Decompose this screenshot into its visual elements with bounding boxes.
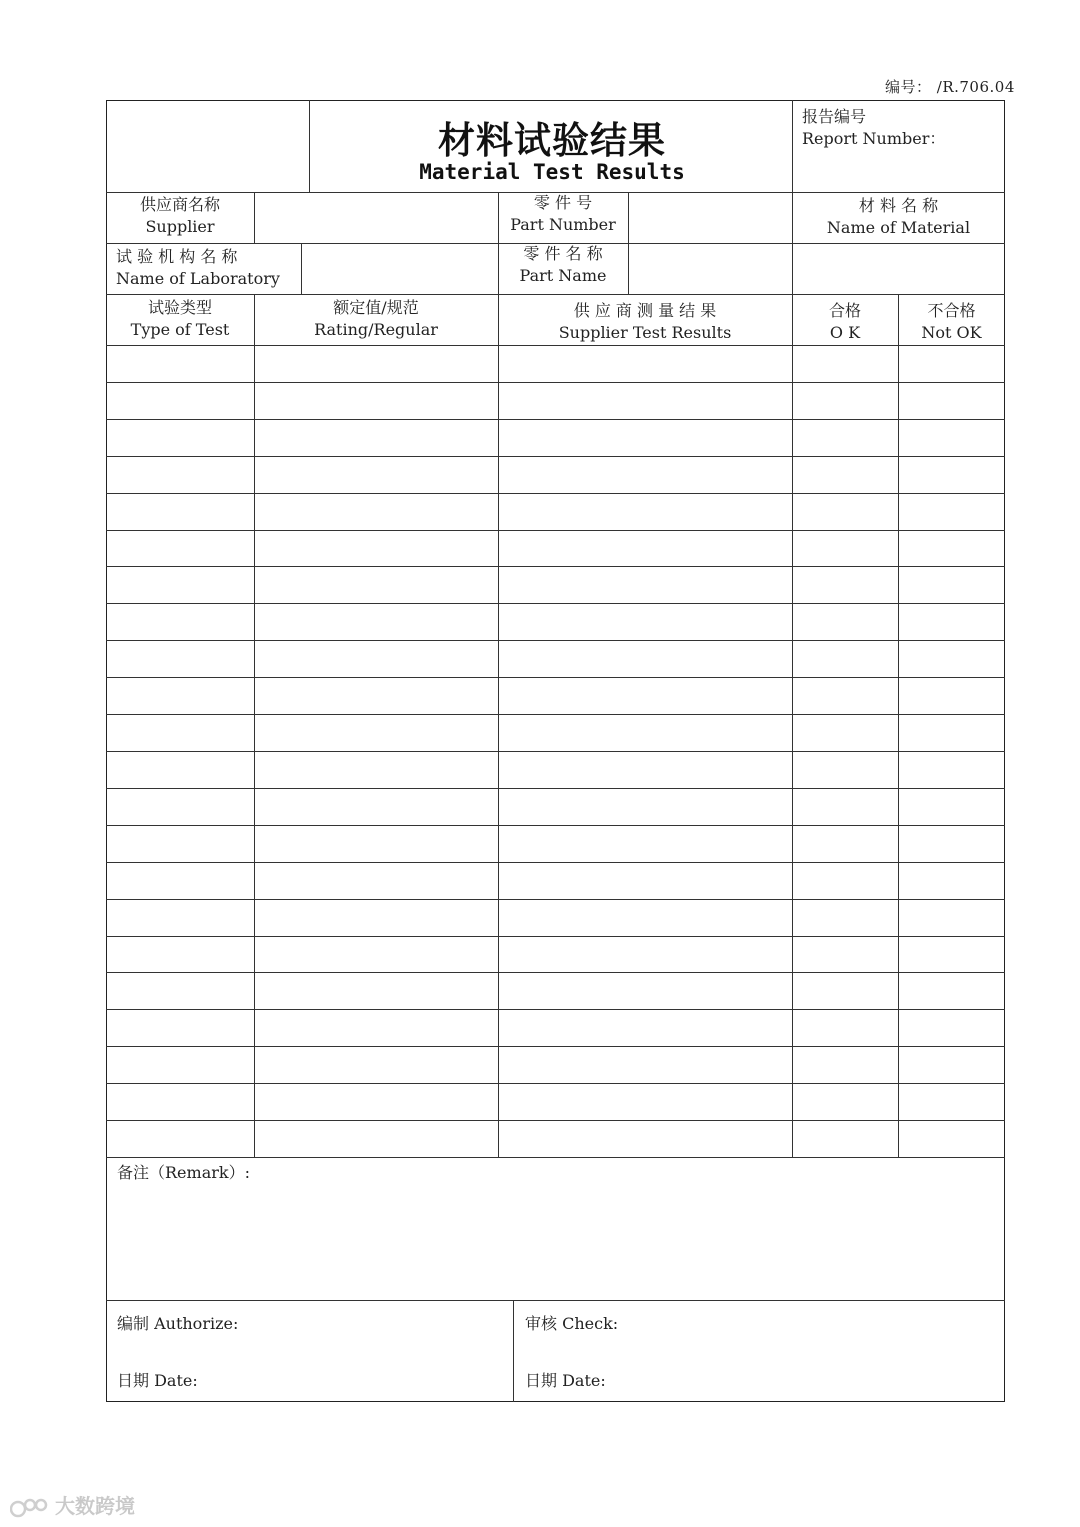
table-cell[interactable] [106,862,254,899]
table-row-line [106,419,1005,420]
table-row-line [106,1046,1005,1047]
table-row-line [106,382,1005,383]
table-cell[interactable] [498,825,792,862]
table-cell[interactable] [498,640,792,677]
check-label: 审核 Check: [525,1314,619,1333]
table-cell[interactable] [792,714,898,751]
table-cell[interactable] [106,788,254,825]
part-number-label [498,192,628,236]
table-cell[interactable] [792,788,898,825]
divider [254,192,255,243]
table-row-line [106,566,1005,567]
part-name-en: Part Name [519,266,607,285]
col-ok-en: O K [829,323,861,342]
table-cell[interactable] [106,972,254,1009]
table-cell[interactable] [106,825,254,862]
table-cell[interactable] [898,714,1005,751]
col-ok [792,300,898,344]
col-rating-regular-en: Rating/Regular [314,320,438,339]
table-cell[interactable] [498,1009,792,1046]
table-cell[interactable] [792,936,898,973]
table-cell[interactable] [106,714,254,751]
table-cell[interactable] [498,862,792,899]
table-cell[interactable] [106,677,254,714]
table-cell[interactable] [898,1009,1005,1046]
table-row-line [106,345,1005,346]
table-row [106,1046,1005,1083]
table-cell[interactable] [498,456,792,493]
table-row [106,493,1005,530]
table-cell[interactable] [792,566,898,603]
table-cell[interactable] [498,603,792,640]
table-cell[interactable] [498,751,792,788]
table-row-line [106,640,1005,641]
material-name-label [792,195,1005,239]
table-row-line [106,751,1005,752]
table-cell[interactable] [106,1083,254,1120]
table-cell[interactable] [898,382,1005,419]
table-cell[interactable] [498,530,792,567]
table-cell[interactable] [254,493,498,530]
divider [106,1300,1005,1301]
table-cell[interactable] [254,566,498,603]
watermark-text: 大数跨境 [54,1494,135,1518]
table-cell[interactable] [106,640,254,677]
col-rating-regular [254,297,498,341]
table-cell[interactable] [106,566,254,603]
table-cell[interactable] [254,825,498,862]
table-cell[interactable] [498,1083,792,1120]
supplier-en: Supplier [145,217,215,236]
table-row [106,714,1005,751]
table-cell[interactable] [254,862,498,899]
table-row-line [106,714,1005,715]
table-cell[interactable] [498,345,792,382]
table-cell[interactable] [792,530,898,567]
table-row [106,788,1005,825]
table-row [106,419,1005,456]
divider [301,243,302,294]
table-cell[interactable] [254,640,498,677]
table-cell[interactable] [498,936,792,973]
table-cell[interactable] [792,382,898,419]
table-cell[interactable] [254,936,498,973]
table-cell[interactable] [898,677,1005,714]
table-cell[interactable] [898,1083,1005,1120]
col-not-ok-en: Not OK [921,323,982,342]
table-cell[interactable] [898,493,1005,530]
table-cell[interactable] [792,972,898,1009]
table-cell[interactable] [498,972,792,1009]
table-cell[interactable] [498,566,792,603]
material-name-en: Name of Material [826,218,971,237]
table-row [106,751,1005,788]
table-cell[interactable] [792,603,898,640]
watermark [10,1490,135,1519]
table-row-line [106,677,1005,678]
col-supplier-test-results-en: Supplier Test Results [558,323,732,342]
table-cell[interactable] [898,1046,1005,1083]
table-row-line [106,456,1005,457]
divider [513,1300,514,1402]
table-cell[interactable] [898,456,1005,493]
authorize-label: 编制 Authorize: [117,1314,239,1333]
supplier-label [106,194,254,238]
col-type-of-test-en: Type of Test [130,320,230,339]
table-row [106,862,1005,899]
table-cell[interactable] [254,1046,498,1083]
table-cell[interactable] [792,899,898,936]
table-cell[interactable] [254,456,498,493]
table-cell[interactable] [898,788,1005,825]
table-cell[interactable] [254,677,498,714]
table-row-line [106,493,1005,494]
table-cell[interactable] [898,899,1005,936]
table-cell[interactable] [106,382,254,419]
table-row-line [106,936,1005,937]
laboratory-label [116,246,306,290]
table-cell[interactable] [106,493,254,530]
col-rating-regular-cn: 额定值/规范 [333,298,419,317]
table-row [106,972,1005,1009]
table-column-line [792,294,793,1157]
table-cell[interactable] [498,714,792,751]
table-cell[interactable] [498,382,792,419]
table-row [106,1120,1005,1157]
form-code: 编号： /R.706.04 [885,78,1015,96]
table-cell[interactable] [792,1083,898,1120]
table-cell[interactable] [792,825,898,862]
table-row [106,566,1005,603]
table-row-line [106,1009,1005,1010]
table-row-line [106,530,1005,531]
table-column-line [898,294,899,1157]
part-number-cn: 零 件 号 [533,193,593,212]
laboratory-cn: 试 验 机 构 名 称 [116,247,238,266]
table-cell[interactable] [792,862,898,899]
table-cell[interactable] [898,419,1005,456]
table-cell[interactable] [898,862,1005,899]
table-cell[interactable] [792,1120,898,1157]
table-row-line [106,825,1005,826]
table-cell[interactable] [106,603,254,640]
material-name-cn: 材 料 名 称 [858,196,939,215]
table-row-line [106,1083,1005,1084]
table-row-line [106,899,1005,900]
table-cell[interactable] [254,345,498,382]
table-cell[interactable] [792,493,898,530]
laboratory-en: Name of Laboratory [116,269,280,288]
table-cell[interactable] [254,714,498,751]
table-cell[interactable] [792,1046,898,1083]
supplier-cn: 供应商名称 [139,195,220,214]
table-row [106,456,1005,493]
table-row [106,603,1005,640]
table-cell[interactable] [498,493,792,530]
table-cell[interactable] [106,1009,254,1046]
table-cell[interactable] [254,382,498,419]
divider [106,294,1005,295]
table-cell[interactable] [792,640,898,677]
table-column-line [254,294,255,1157]
table-cell[interactable] [498,1046,792,1083]
table-row-line [106,862,1005,863]
table-cell[interactable] [898,936,1005,973]
table-row [106,677,1005,714]
table-column-line [498,294,499,1157]
report-number-label [802,106,1002,150]
table-row [106,825,1005,862]
table-cell[interactable] [498,419,792,456]
part-name-cn: 零 件 名 称 [523,244,603,263]
date-label-right: 日期 Date: [525,1371,606,1390]
table-cell[interactable] [254,419,498,456]
table-cell[interactable] [792,751,898,788]
table-cell[interactable] [106,530,254,567]
form-title-en: Material Test Results [419,160,685,184]
table-cell[interactable] [898,566,1005,603]
table-row [106,936,1005,973]
table-cell[interactable] [254,1009,498,1046]
table-row [106,382,1005,419]
col-not-ok [898,300,1005,344]
table-cell[interactable] [106,1046,254,1083]
table-cell[interactable] [254,972,498,1009]
form-title-cn: 材料试验结果 [438,119,666,162]
material-test-form [106,100,1005,1402]
table-row-line [106,603,1005,604]
table-cell[interactable] [792,677,898,714]
table-cell[interactable] [898,1120,1005,1157]
table-row-line [106,1120,1005,1121]
table-cell[interactable] [254,530,498,567]
col-ok-cn: 合格 [828,301,861,320]
table-cell[interactable] [498,677,792,714]
table-cell[interactable] [898,972,1005,1009]
table-cell[interactable] [106,1120,254,1157]
table-cell[interactable] [898,640,1005,677]
table-cell[interactable] [106,899,254,936]
table-cell[interactable] [792,419,898,456]
table-row [106,1083,1005,1120]
table-row [106,1009,1005,1046]
table-row [106,345,1005,382]
col-supplier-test-results [498,300,792,344]
table-cell[interactable] [254,603,498,640]
table-cell[interactable] [898,751,1005,788]
table-cell[interactable] [898,603,1005,640]
table-cell[interactable] [106,456,254,493]
col-supplier-test-results-cn: 供 应 商 测 量 结 果 [573,301,717,320]
table-row [106,530,1005,567]
table-cell[interactable] [498,899,792,936]
col-type-of-test [106,297,254,341]
table-cell[interactable] [106,936,254,973]
date-label-left: 日期 Date: [117,1371,198,1390]
table-cell[interactable] [106,419,254,456]
part-name-label [498,243,628,287]
table-cell[interactable] [254,1083,498,1120]
table-cell[interactable] [498,1120,792,1157]
table-row-line [106,788,1005,789]
col-type-of-test-cn: 试验类型 [147,298,212,317]
table-row-line [106,972,1005,973]
table-cell[interactable] [792,1009,898,1046]
report-number-en: Report Number： [802,129,946,148]
table-cell[interactable] [792,345,898,382]
watermark-logo-icon [10,1497,48,1519]
table-cell[interactable] [898,530,1005,567]
table-cell[interactable] [254,1120,498,1157]
table-cell[interactable] [254,751,498,788]
table-row-line [106,1157,1005,1158]
table-cell[interactable] [106,345,254,382]
col-not-ok-cn: 不合格 [927,301,976,320]
table-cell[interactable] [254,788,498,825]
table-cell[interactable] [254,899,498,936]
table-row [106,899,1005,936]
table-cell[interactable] [792,456,898,493]
table-cell[interactable] [898,345,1005,382]
table-cell[interactable] [498,788,792,825]
table-cell[interactable] [898,825,1005,862]
report-number-cn: 报告编号 [802,107,867,126]
remark-label: 备注（Remark）: [117,1163,250,1182]
table-cell[interactable] [106,751,254,788]
table-row [106,640,1005,677]
part-number-en: Part Number [510,215,616,234]
